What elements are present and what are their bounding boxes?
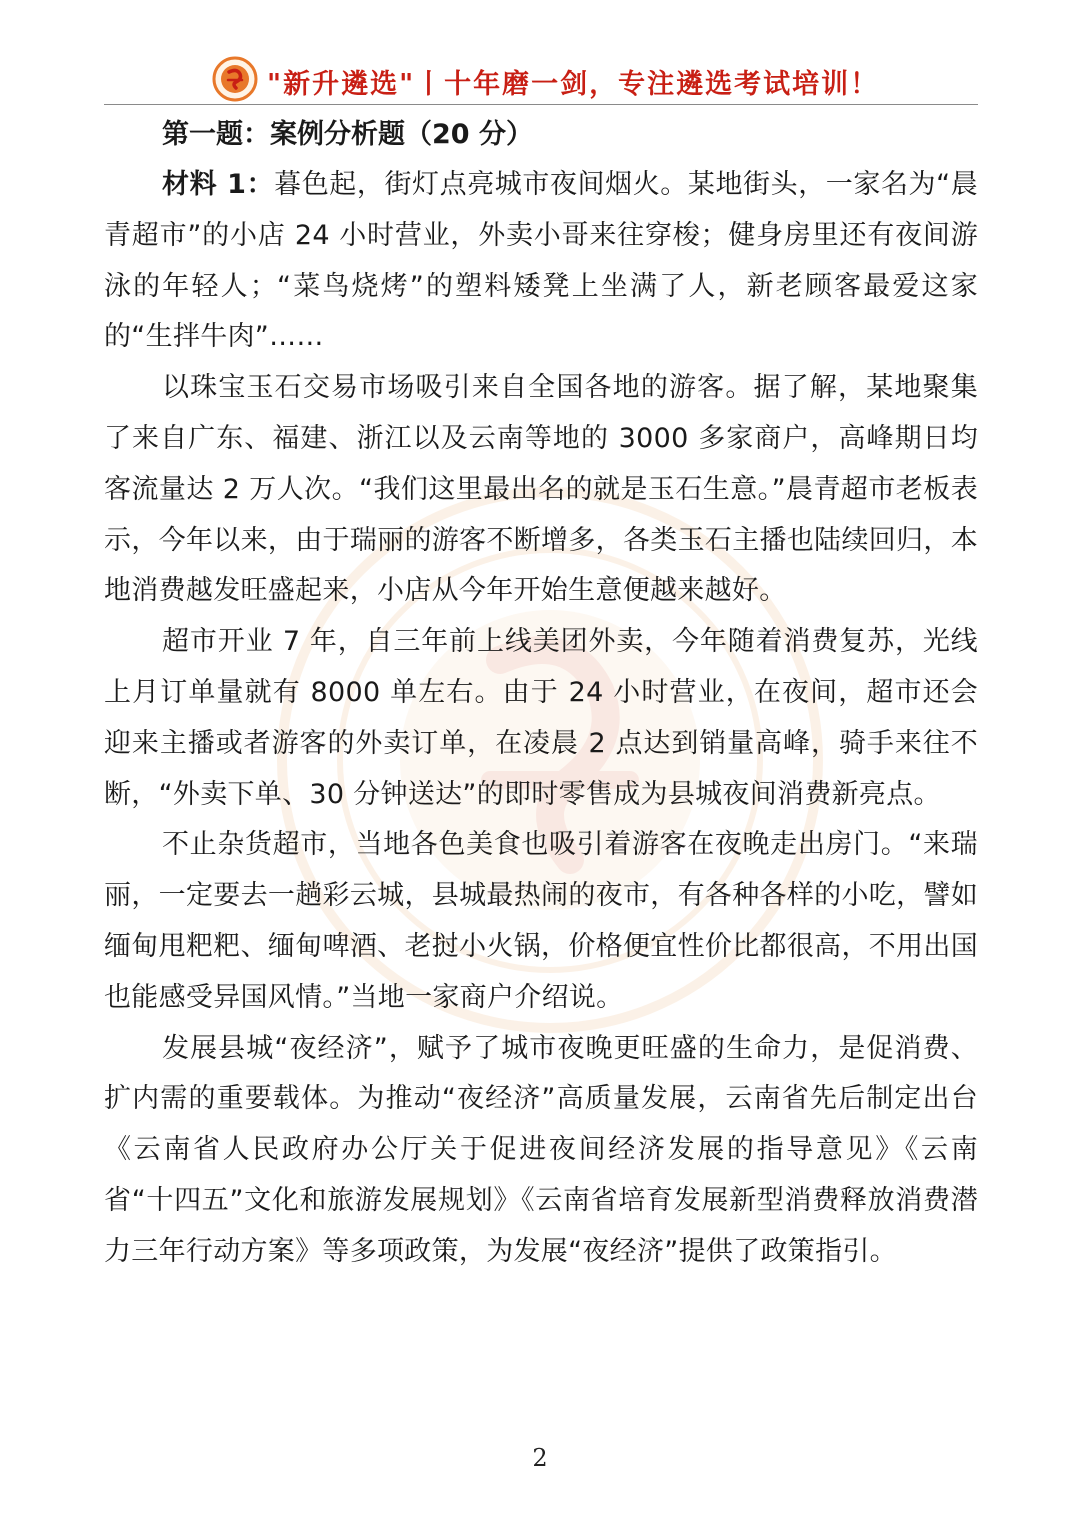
document-body	[104, 110, 978, 1278]
school-seal-logo-icon	[212, 56, 258, 102]
material-paragraph-2: 以珠宝玉石交易市场吸引来自全国各地的游客。据了解，某地聚集了来自广东、福建、浙江以及云南等地的 3000 多家商户，高峰期日均客流量达 2 万人次。“我们这里最出名的就是玉石生意。”晨青超市老板表示，今年以来，由于瑞丽的游客不断增多，各类玉石主播也陆续回归，本地消费越发旺盛起来，小店从今年开始生意便越来越好。	[104, 372, 978, 607]
header-banner-text: "新升遴选"丨十年磨一剑，专注遴选考试培训！	[267, 69, 880, 100]
material-paragraph-5: 发展县城“夜经济”，赋予了城市夜晚更旺盛的生命力，是促消费、扩内需的重要载体。为推动“夜经济”高质量发展，云南省先后制定出台《云南省人民政府办公厅关于促进夜间经济发展的指导意见》《云南省“十四五”文化和旅游发展规划》《云南省培育发展新型消费释放消费潜力三年行动方案》等多项政策，为发展“夜经济”提供了政策指引。	[104, 1032, 978, 1267]
page-header	[104, 56, 978, 105]
material-label: 材料 1：	[162, 169, 275, 200]
question-title: 第一题：案例分析题（20 分）	[162, 119, 533, 150]
material-paragraph-1	[104, 160, 978, 363]
paragraph-text: 暮色起，街灯点亮城市夜间烟火。某地街头，一家名为“晨青超市”的小店 24 小时营业，外卖小哥来往穿梭；健身房里还有夜间游泳的年轻人；“菜鸟烧烤”的塑料矮凳上坐满了人，新老顾客最爱这家的“生拌牛肉”……	[104, 169, 978, 353]
material-paragraph-4: 不止杂货超市，当地各色美食也吸引着游客在夜晚走出房门。“来瑞丽，一定要去一趟彩云城，县城最热闹的夜市，有各种各样的小吃，譬如缅甸甩粑粑、缅甸啤酒、老挝小火锅，价格便宜性价比都很高，不用出国也能感受异国风情。”当地一家商户介绍说。	[104, 829, 978, 1013]
page-number: 2	[532, 1444, 548, 1472]
material-paragraph-3: 超市开业 7 年，自三年前上线美团外卖，今年随着消费复苏，光线上月订单量就有 8000 单左右。由于 24 小时营业，在夜间，超市还会迎来主播或者游客的外卖订单，在凌晨 2 点达到销量高峰，骑手来往不断，“外卖下单、30 分钟送达”的即时零售成为县城夜间消费新亮点。	[104, 626, 978, 810]
